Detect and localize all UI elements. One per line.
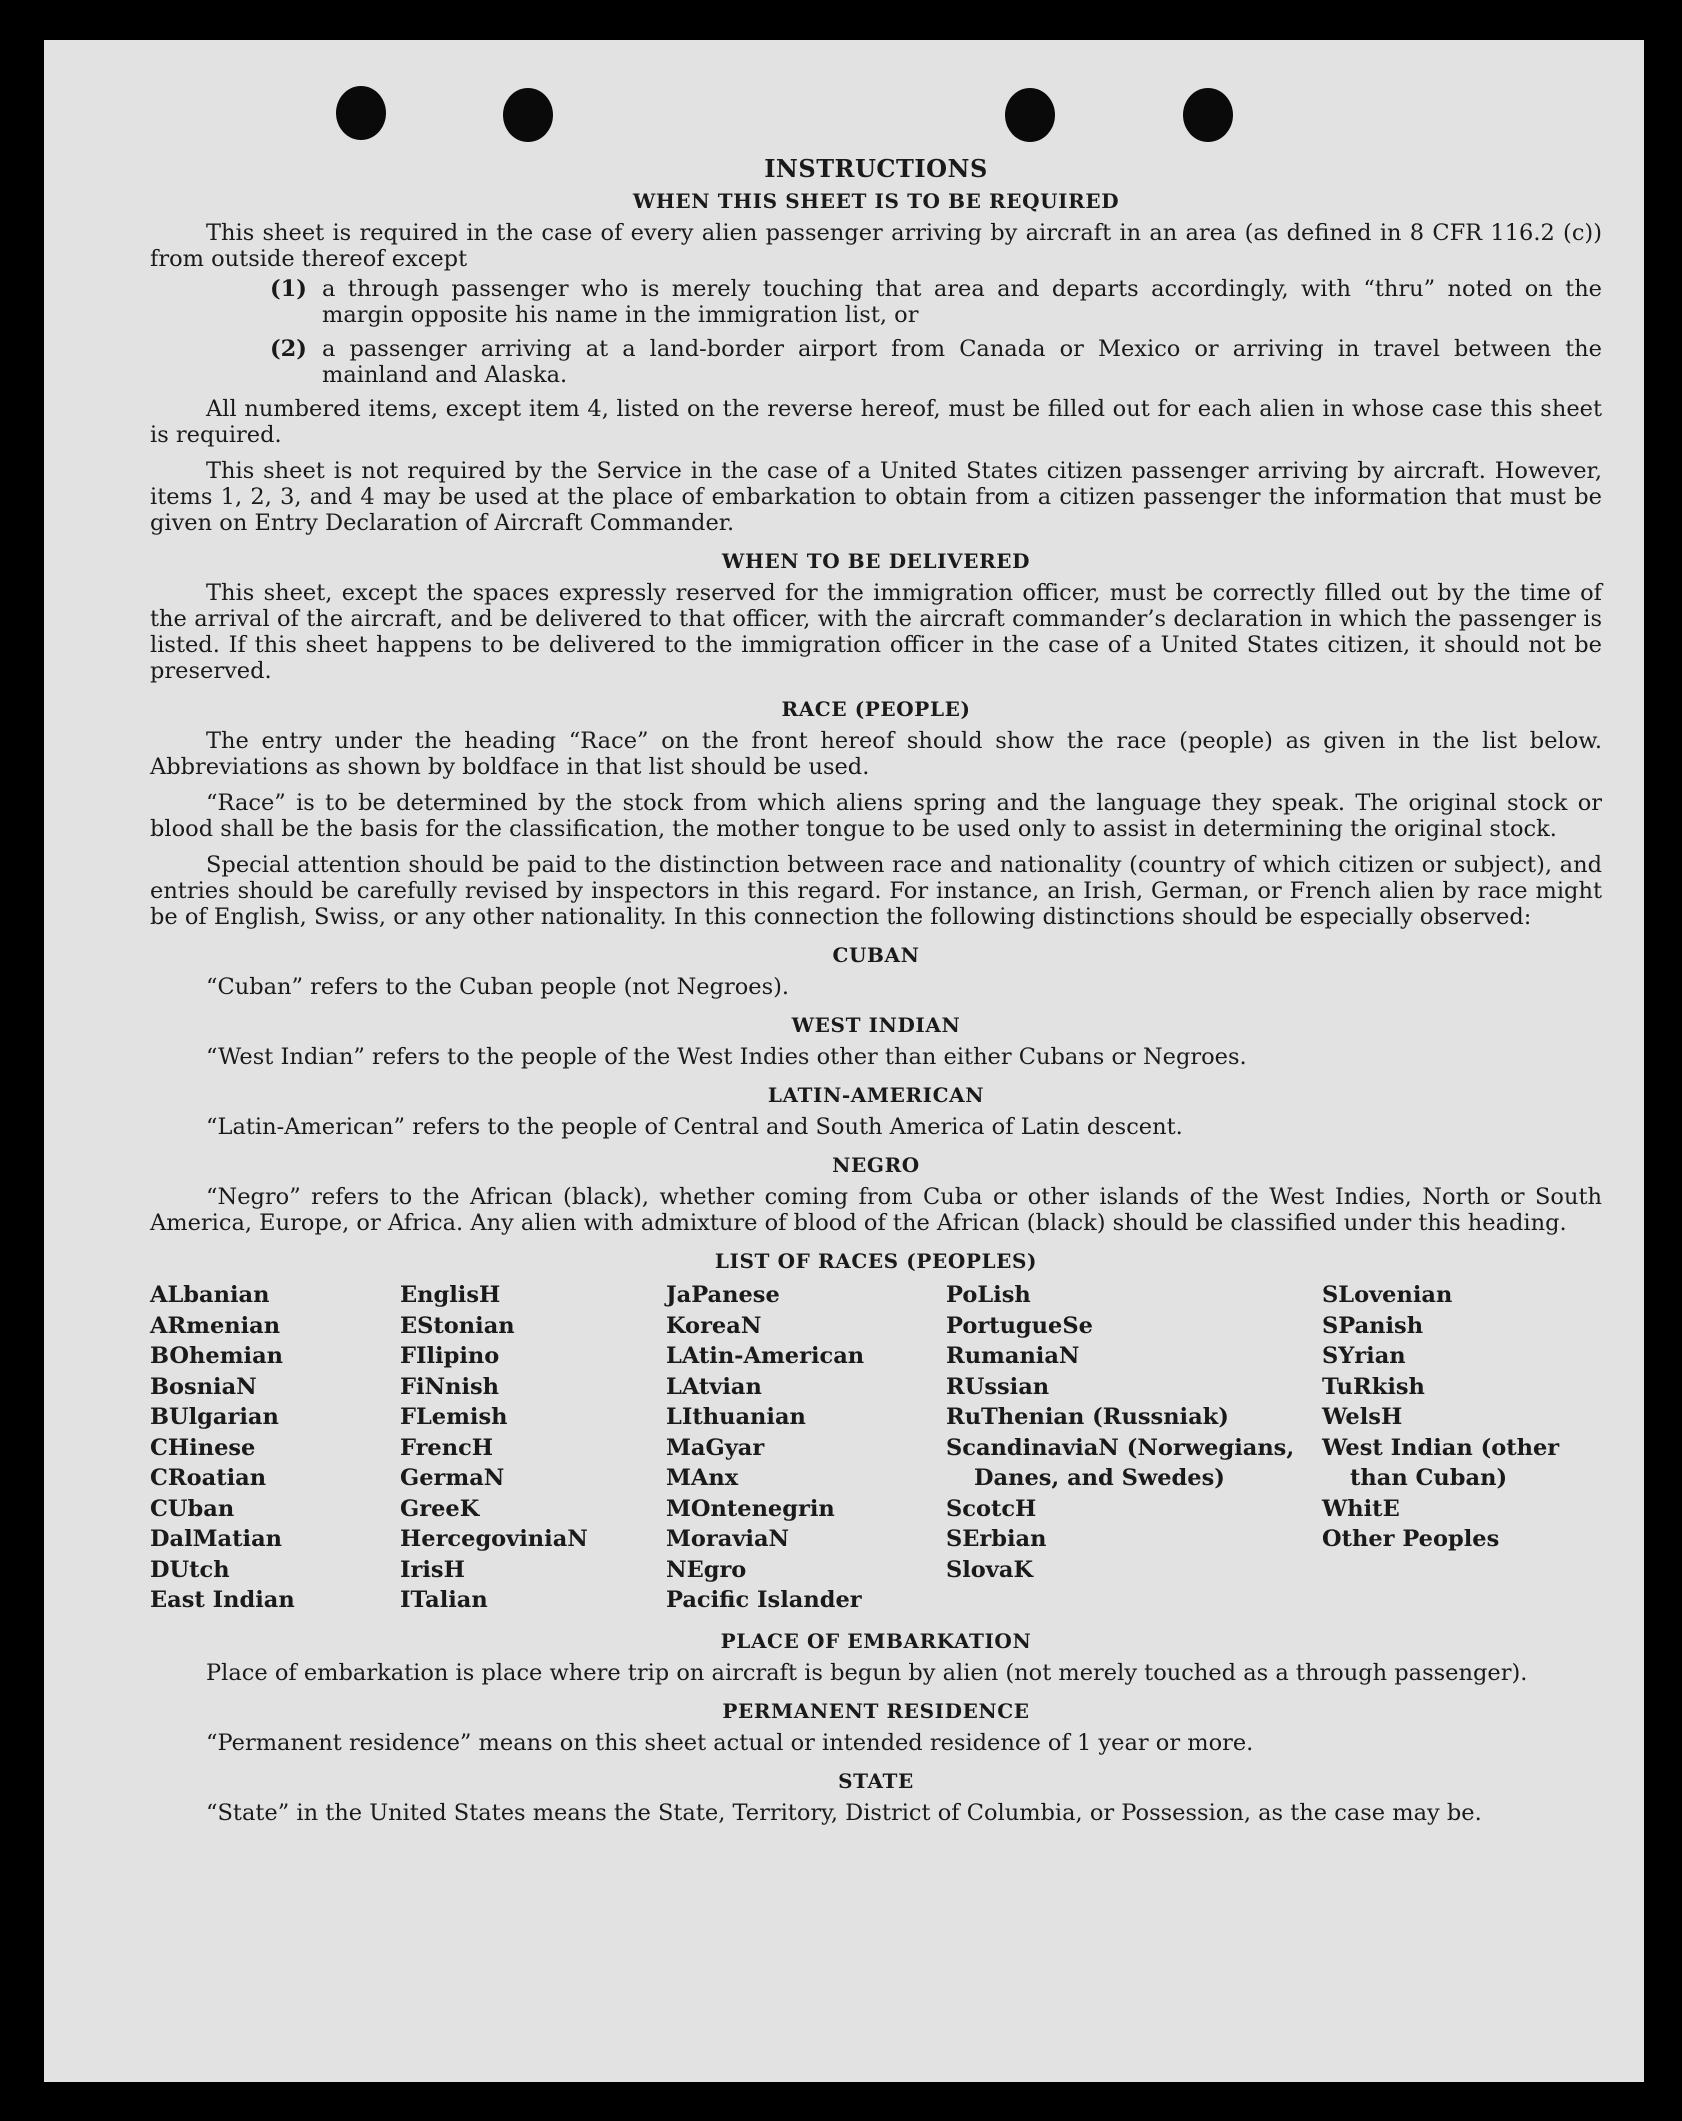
- race-entry: KoreaN: [666, 1312, 762, 1339]
- race-entry: MaGyar: [666, 1434, 765, 1461]
- race-entry: LAtvian: [666, 1373, 762, 1400]
- race-column: [946, 1280, 1322, 1616]
- section-heading: CUBAN: [832, 943, 920, 967]
- race-entry: Pacific Islander: [666, 1587, 862, 1613]
- section-heading: WEST INDIAN: [791, 1013, 961, 1037]
- race-entry: ITalian: [400, 1587, 488, 1613]
- paragraph: “Negro” refers to the African (black), whether coming from Cuba or other islands of the West Indies, North or South America, Europe, or Africa. Any alien with admixture of blood of the African (black) should be classified under this heading.: [150, 1184, 1602, 1236]
- race-entry: WhitE: [1322, 1495, 1400, 1522]
- section-heading: PERMANENT RESIDENCE: [722, 1698, 1030, 1723]
- race-column: [150, 1280, 400, 1616]
- race-entry: PoLish: [946, 1282, 1031, 1308]
- paragraph: All numbered items, except item 4, listed on the reverse hereof, must be filled out for each alien in whose case this sheet is required.: [150, 396, 1602, 448]
- race-entry: BosniaN: [150, 1373, 257, 1400]
- race-entry: SYrian: [1322, 1343, 1406, 1369]
- race-entry: CRoatian: [150, 1465, 267, 1491]
- section-heading: LATIN-AMERICAN: [767, 1083, 985, 1107]
- paragraph: “Race” is to be determined by the stock from which aliens spring and the language they speak. The original stock or blood shall be the basis for the classification, the mother tongue to be used only to assist in determining the original stock.: [150, 790, 1602, 842]
- paragraph: “Latin-American” refers to the people of Central and South America of Latin descent.: [206, 1114, 1183, 1140]
- race-column: [666, 1280, 946, 1616]
- race-entry: LAtin-American: [666, 1343, 865, 1369]
- race-column: [1322, 1280, 1592, 1616]
- paragraph: “State” in the United States means the State, Territory, District of Columbia, or Possession, as the case may be.: [206, 1799, 1482, 1826]
- race-entry: FIlipino: [400, 1343, 500, 1369]
- paragraph: “Permanent residence” means on this sheet actual or intended residence of 1 year or more.: [206, 1729, 1254, 1756]
- race-entry: GreeK: [400, 1495, 480, 1522]
- paragraph: This sheet is not required by the Service in the case of a United States citizen passenger arriving by aircraft. However, items 1, 2, 3, and 4 may be used at the place of embarkation to obtain from a citizen passenger the information that must be given on Entry Declaration of Aircraft Commander.: [150, 458, 1602, 536]
- race-entry: RuThenian (Russniak): [946, 1404, 1229, 1430]
- race-entry: ALbanian: [150, 1282, 270, 1308]
- punch-hole: [336, 86, 386, 140]
- race-entry: SLovenian: [1322, 1282, 1453, 1308]
- race-entry: MOntenegrin: [666, 1495, 835, 1522]
- section-heading: LIST OF RACES (PEOPLES): [714, 1249, 1038, 1273]
- item-number: (1): [270, 276, 307, 302]
- race-entry: FLemish: [400, 1404, 508, 1430]
- race-entry: HercegoviniaN: [400, 1526, 588, 1552]
- race-entry: DalMatian: [150, 1526, 283, 1552]
- paragraph: The entry under the heading “Race” on the front hereof should show the race (people) as given in the list below. Abbreviations as shown by boldface in that list should be used.: [150, 728, 1602, 780]
- race-entry: Other Peoples: [1322, 1526, 1500, 1552]
- race-entry: EStonian: [400, 1312, 515, 1339]
- race-entry: WelsH: [1322, 1404, 1403, 1430]
- paragraph: “Cuban” refers to the Cuban people (not Negroes).: [206, 974, 790, 1000]
- section-heading: NEGRO: [832, 1153, 920, 1177]
- paragraph: Special attention should be paid to the distinction between race and nationality (country of which citizen or subject), and entries should be carefully revised by inspectors in this regard. For instance, an Irish, German, or French alien by race might be of English, Swiss, or any other nationality. In this connection the following distinctions should be especially observed:: [150, 852, 1602, 930]
- race-entry: SPanish: [1322, 1312, 1424, 1339]
- race-entry: GermaN: [400, 1465, 505, 1491]
- section-heading: WHEN TO BE DELIVERED: [721, 549, 1031, 573]
- race-entry: BUlgarian: [150, 1404, 279, 1430]
- race-entry: West Indian (other than Cuban): [1322, 1434, 1560, 1491]
- race-entry: CUban: [150, 1495, 235, 1522]
- list-item: [270, 276, 1602, 328]
- item-number: (2): [270, 336, 307, 362]
- race-entry: FrencH: [400, 1434, 494, 1461]
- list-item: [270, 336, 1602, 388]
- race-entry: MAnx: [666, 1465, 739, 1491]
- race-entry: SErbian: [946, 1526, 1047, 1552]
- race-entry: ScandinaviaN (Norwegians, Danes, and Swedes): [946, 1434, 1295, 1491]
- race-entry: TuRkish: [1322, 1373, 1425, 1400]
- document-sheet: [44, 40, 1644, 2082]
- section-heading: RACE (PEOPLE): [781, 697, 971, 721]
- section-heading: WHEN THIS SHEET IS TO BE REQUIRED: [632, 189, 1120, 213]
- race-entry: BOhemian: [150, 1343, 284, 1369]
- item-text: a passenger arriving at a land-border airport from Canada or Mexico or arriving in travel between the mainland and Alaska.: [322, 336, 1602, 388]
- race-entry: IrisH: [400, 1556, 465, 1583]
- race-entry: FiNnish: [400, 1373, 500, 1400]
- race-entry: EnglisH: [400, 1282, 501, 1308]
- paragraph: Place of embarkation is place where trip on aircraft is begun by alien (not merely touched as a through passenger).: [206, 1659, 1528, 1686]
- race-list: [150, 1280, 1602, 1616]
- race-entry: PortugueSe: [946, 1312, 1093, 1339]
- instructions-body: [150, 156, 1602, 1836]
- item-text: a through passenger who is merely touching that area and departs accordingly, with “thru” noted on the margin opposite his name in the immigration list, or: [322, 276, 1602, 328]
- race-entry: RumaniaN: [946, 1343, 1080, 1369]
- race-entry: LIthuanian: [666, 1404, 806, 1430]
- race-entry: MoraviaN: [666, 1526, 790, 1552]
- race-entry: RUssian: [946, 1373, 1050, 1400]
- paragraph: This sheet is required in the case of every alien passenger arriving by aircraft in an area (as defined in 8 CFR 116.2 (c)) from outside thereof except: [150, 220, 1602, 272]
- paragraph: “West Indian” refers to the people of the West Indies other than either Cubans or Negroes.: [206, 1044, 1247, 1070]
- punch-hole: [1005, 88, 1055, 142]
- race-entry: SlovaK: [946, 1556, 1034, 1583]
- race-entry: CHinese: [150, 1434, 256, 1461]
- race-column: [400, 1280, 666, 1616]
- race-entry: DUtch: [150, 1556, 230, 1583]
- page-title: INSTRUCTIONS: [764, 154, 988, 183]
- race-entry: ARmenian: [150, 1312, 281, 1339]
- section-heading: STATE: [838, 1768, 914, 1793]
- race-entry: NEgro: [666, 1556, 747, 1583]
- race-entry: ScotcH: [946, 1495, 1037, 1522]
- punch-hole: [1183, 88, 1233, 142]
- section-heading: PLACE OF EMBARKATION: [720, 1628, 1032, 1653]
- race-entry: JaPanese: [666, 1282, 780, 1308]
- punch-hole: [503, 88, 553, 142]
- paragraph: This sheet, except the spaces expressly reserved for the immigration officer, must be correctly filled out by the time of the arrival of the aircraft, and be delivered to that officer, with the aircraft commander’s declaration in which the passenger is listed. If this sheet happens to be delivered to the immigration officer in the case of a United States citizen, it should not be preserved.: [150, 580, 1602, 684]
- race-entry: East Indian: [150, 1587, 295, 1613]
